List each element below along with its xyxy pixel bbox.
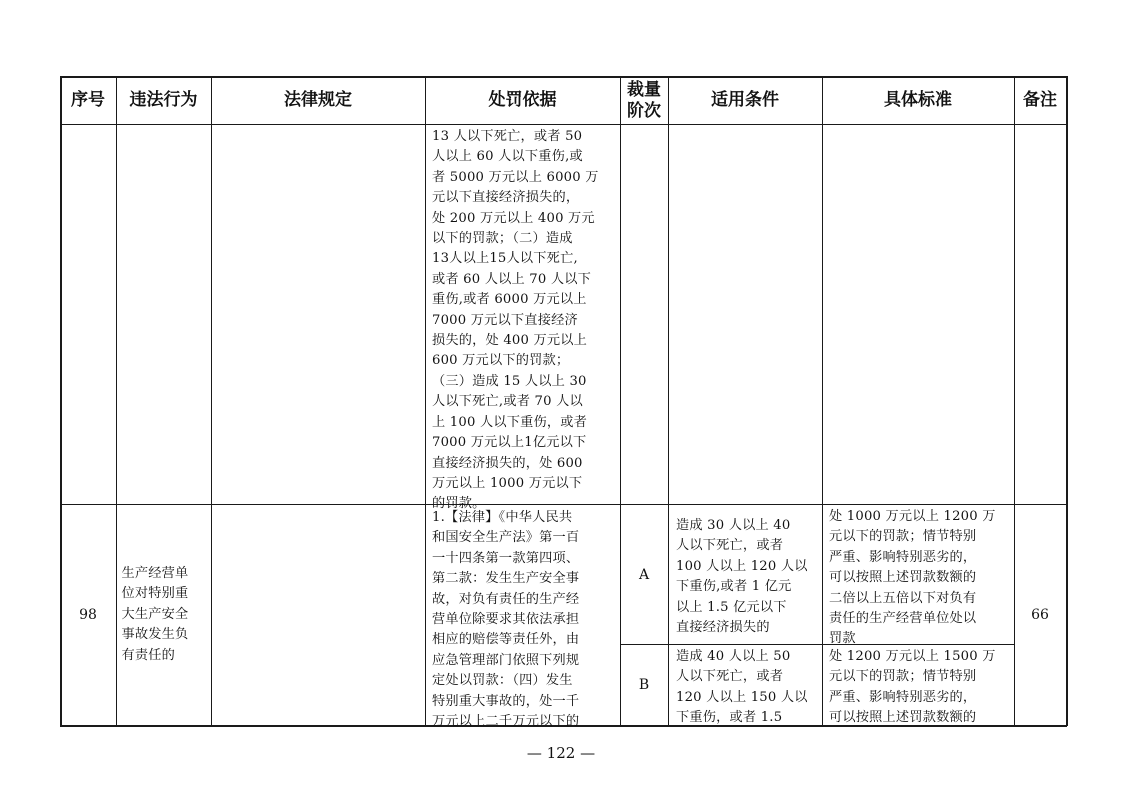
standard-line: 处 1000 万元以上 1200 万: [829, 509, 996, 524]
basis-line: 处 200 万元以上 400 万元: [432, 210, 595, 226]
condition-line: 120 人以上 150 人以: [676, 689, 808, 705]
behavior-line: 事故发生负: [121, 627, 189, 643]
standard-line: 严重、影响特别恶劣的，: [829, 549, 977, 565]
header-behavior: 违法行为: [129, 90, 198, 110]
basis-line: 第二款：发生生产安全事: [432, 571, 580, 587]
row-98-basis-text: [432, 508, 614, 732]
standard-line: 元以下的罚款；情节特别: [829, 669, 977, 685]
basis-line: 600 万元以下的罚款；: [432, 353, 570, 369]
standard-line: 罚款: [829, 631, 856, 647]
standard-line: 责任的生产经营单位处以: [829, 611, 977, 627]
condition-line: 下重伤，或者 1.5: [676, 710, 783, 726]
behavior-line: 大生产安全: [121, 606, 189, 622]
behavior-line: 有责任的: [121, 647, 176, 663]
basis-line: 7000 万元以下直接经济: [432, 312, 578, 328]
basis-line: （三）造成 15 人以上 30: [432, 373, 587, 389]
page-number: — 122 —: [526, 744, 596, 762]
basis-line: 故，对负有责任的生产经: [432, 591, 580, 607]
condition-line: 人以下死亡，或者: [676, 538, 784, 554]
header-seq: 序号: [71, 90, 105, 110]
col-divider: [211, 76, 212, 726]
standard-line: 可以按照上述罚款数额的: [829, 710, 977, 726]
level-a-condition: [676, 516, 816, 638]
condition-line: 以上 1.5 亿元以下: [676, 599, 787, 615]
table-right-border: [1066, 76, 1068, 726]
basis-line: 一十四条第一款第四项、: [432, 550, 580, 566]
basis-line: 相应的赔偿等责任外，由: [432, 632, 580, 648]
standard-line: 可以按照上述罚款数额的: [829, 570, 977, 586]
header-standard: 具体标准: [884, 90, 952, 110]
basis-line: 上 100 人以下重伤，或者: [432, 414, 588, 430]
header-level: [620, 77, 668, 124]
basis-line: 以下的罚款；（二）造成: [432, 231, 573, 247]
basis-line: 13 人以下死亡，或者 50: [432, 129, 583, 144]
header-condition: 适用条件: [711, 90, 779, 110]
level-b-label: B: [638, 677, 650, 693]
basis-line: 1.【法律】《中华人民共: [432, 510, 573, 525]
condition-line: 直接经济损失的: [676, 620, 770, 636]
basis-line: 定处以罚款：（四）发生: [432, 673, 573, 689]
basis-line: 直接经济损失的，处 600: [432, 455, 583, 471]
standard-line: 二倍以上五倍以下对负有: [829, 590, 977, 606]
basis-line: 13人以上15人以下死亡,: [432, 251, 578, 267]
basis-line: 万元以上二千万元以下的: [432, 714, 580, 730]
condition-line: 100 人以上 120 人以: [676, 558, 808, 574]
level-b-condition: [676, 647, 816, 729]
basis-line: 特别重大事故的，处一千: [432, 693, 580, 709]
standard-line: 严重、影响特别恶劣的，: [829, 689, 977, 705]
standard-line: 处 1200 万元以上 1500 万: [829, 649, 996, 664]
standard-line: 元以下的罚款；情节特别: [829, 529, 977, 545]
header-law: 法律规定: [284, 90, 352, 110]
row-98-behavior-text: [122, 564, 206, 666]
row-98-remark: 66: [1031, 607, 1049, 623]
basis-line: 重伤,或者 6000 万元以上: [432, 292, 587, 308]
level-b-standard: [829, 647, 1009, 729]
behavior-line: 生产经营单: [121, 565, 189, 581]
basis-line: 人以上 60 人以下重伤,或: [432, 149, 583, 165]
header-remark: 备注: [1023, 90, 1057, 110]
basis-line: 人以下死亡,或者 70 人以: [432, 394, 583, 410]
header-level-line1: 裁量: [627, 79, 661, 100]
header-basis: 处罚依据: [488, 90, 557, 110]
col-divider: [668, 76, 669, 726]
basis-line: 7000 万元以上1亿元以下: [432, 435, 587, 451]
basis-line: 者 5000 万元以上 6000 万: [432, 169, 599, 185]
col-divider: [822, 76, 823, 726]
basis-line: 损失的，处 400 万元以上: [432, 333, 588, 349]
condition-line: 造成 30 人以上 40: [676, 518, 791, 533]
basis-line: 的罚款。: [432, 496, 486, 512]
condition-line: 下重伤,或者 1 亿元: [676, 579, 792, 595]
level-a-standard: [829, 507, 1009, 650]
col-divider: [425, 76, 426, 726]
level-a-label: A: [638, 566, 650, 583]
behavior-line: 位对特别重: [121, 586, 189, 602]
continued-basis-text: [432, 127, 614, 515]
row-98-behavior: [116, 505, 211, 725]
row-98-seq: 98: [79, 607, 97, 623]
basis-line: 营单位除要求其依法承担: [432, 612, 580, 628]
basis-line: 或者 60 人以上 70 人以下: [432, 271, 592, 287]
header-level-line2: 阶次: [627, 100, 661, 121]
condition-line: 造成 40 人以上 50: [676, 649, 791, 664]
basis-line: 万元以上 1000 万元以下: [432, 475, 583, 491]
basis-line: 元以下直接经济损失的，: [432, 190, 580, 206]
basis-line: 和国安全生产法》第一百: [432, 530, 580, 546]
basis-line: 应急管理部门依照下列规: [432, 652, 580, 668]
condition-line: 人以下死亡，或者: [676, 669, 784, 685]
